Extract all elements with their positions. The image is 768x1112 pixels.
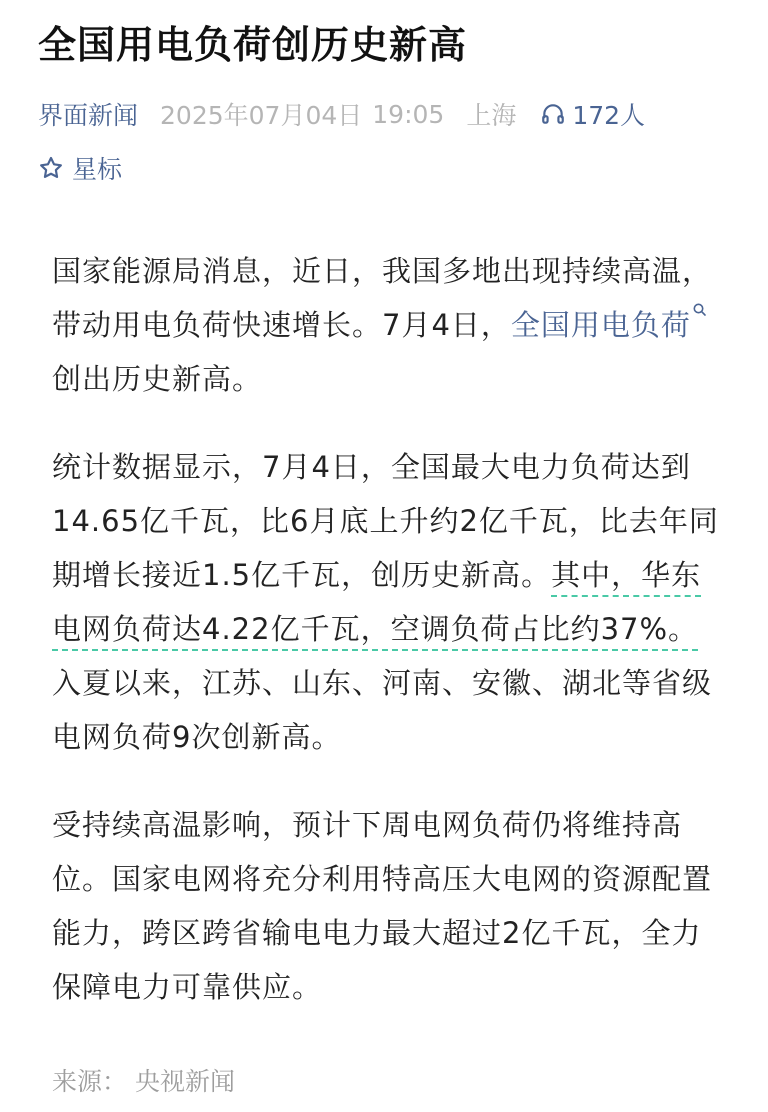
headphones-icon: [540, 101, 566, 127]
paragraph-1: [52, 244, 724, 406]
publish-time: 19:05: [372, 99, 445, 129]
star-label: 星标: [72, 155, 123, 184]
paragraph-3: [52, 798, 724, 1014]
source-name[interactable]: 界面新闻: [38, 101, 139, 130]
p1-text-after: 创出历史新高。: [52, 362, 263, 396]
p2-text-before: 统计数据显示，7月4日，全国最大电力负荷达到14.65亿千瓦，比6月底上升约2亿千瓦，比去年同期增长接近1.5亿千瓦，创历史新高。: [52, 450, 719, 592]
listen-count-text: 172人: [572, 101, 646, 130]
paragraph-2: [52, 440, 724, 764]
p1-text-before: 国家能源局消息，近日，我国多地出现持续高温，带动用电负荷快速增长。7月4日，: [52, 254, 713, 342]
article-meta: [38, 96, 645, 132]
article-title: 全国用电负荷创历史新高: [38, 23, 468, 67]
highlighted-sentence[interactable]: 其中，华东电网负荷达4.22亿千瓦，空调负荷占比约37%。: [52, 558, 702, 646]
star-button[interactable]: [38, 150, 122, 186]
search-icon[interactable]: [692, 302, 708, 318]
source-footer: 来源： 央视新闻: [52, 1067, 235, 1096]
publish-date: 2025年07月04日: [160, 101, 363, 130]
location: 上海: [466, 101, 517, 130]
p2-text-after: 入夏以来，江苏、山东、河南、安徽、湖北等省级电网负荷9次创新高。: [52, 666, 713, 754]
keyword-link[interactable]: 全国用电负荷: [510, 308, 691, 342]
p3-text: 受持续高温影响，预计下周电网负荷仍将维持高位。国家电网将充分利用特高压大电网的资源配置能力，跨区跨省输电电力最大超过2亿千瓦，全力保障电力可靠供应。: [52, 808, 713, 1004]
listen-count[interactable]: [540, 96, 645, 132]
star-outline-icon: [38, 155, 64, 181]
